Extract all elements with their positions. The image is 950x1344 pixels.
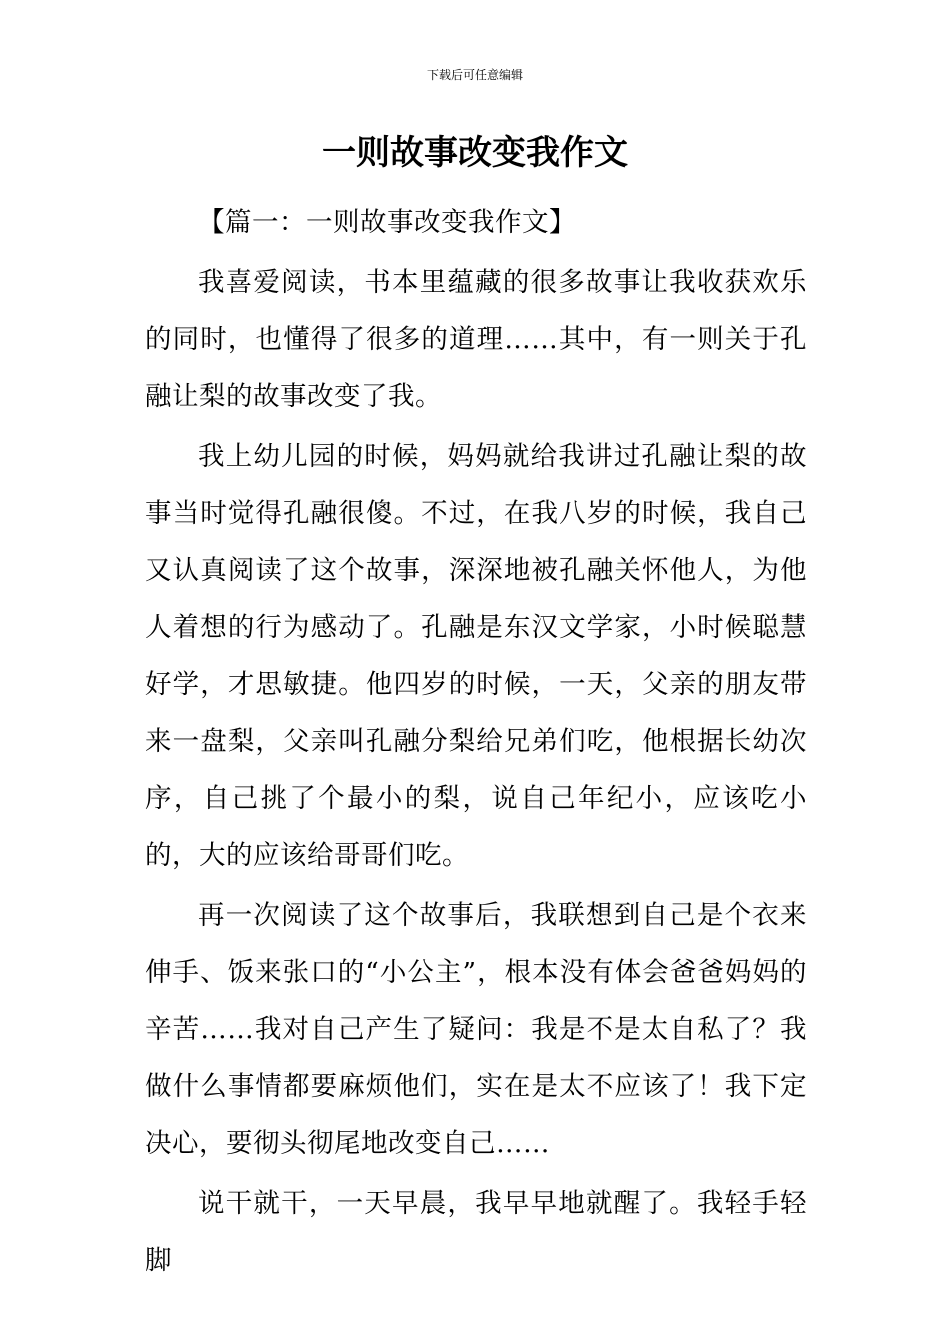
page-header-note: 下载后可任意编辑	[426, 68, 523, 82]
body-paragraph: 说干就干，一天早晨，我早早地就醒了。我轻手轻脚	[145, 1188, 807, 1276]
body-paragraph: 我喜爱阅读，书本里蕴藏的很多故事让我收获欢乐的同时，也懂得了很多的道理……其中，有一则关于孔融让梨的故事改变了我。	[145, 267, 807, 412]
body-paragraph: 再一次阅读了这个故事后，我联想到自己是个衣来伸手、饭来张口的“小公主”，根本没有体会爸爸妈妈的辛苦……我对自己产生了疑问：我是不是太自私了？我做什么事情都要麻烦他们，实在是太不应该了！我下定决心，要彻头彻尾地改变自己……	[145, 900, 807, 1159]
document-body	[145, 194, 807, 1289]
body-paragraph: 我上幼儿园的时候，妈妈就给我讲过孔融让梨的故事当时觉得孔融很傻。不过，在我八岁的时候，我自己又认真阅读了这个故事，深深地被孔融关怀他人，为他人着想的行为感动了。孔融是东汉文学家，小时候聪慧好学，才思敏捷。他四岁的时候，一天，父亲的朋友带来一盘梨，父亲叫孔融分梨给兄弟们吃，他根据长幼次序，自己挑了个最小的梨，说自己年纪小，应该吃小的，大的应该给哥哥们吃。	[145, 441, 807, 871]
document-title: 一则故事改变我作文	[322, 133, 628, 173]
section-heading: 【篇一：一则故事改变我作文】	[198, 207, 576, 238]
